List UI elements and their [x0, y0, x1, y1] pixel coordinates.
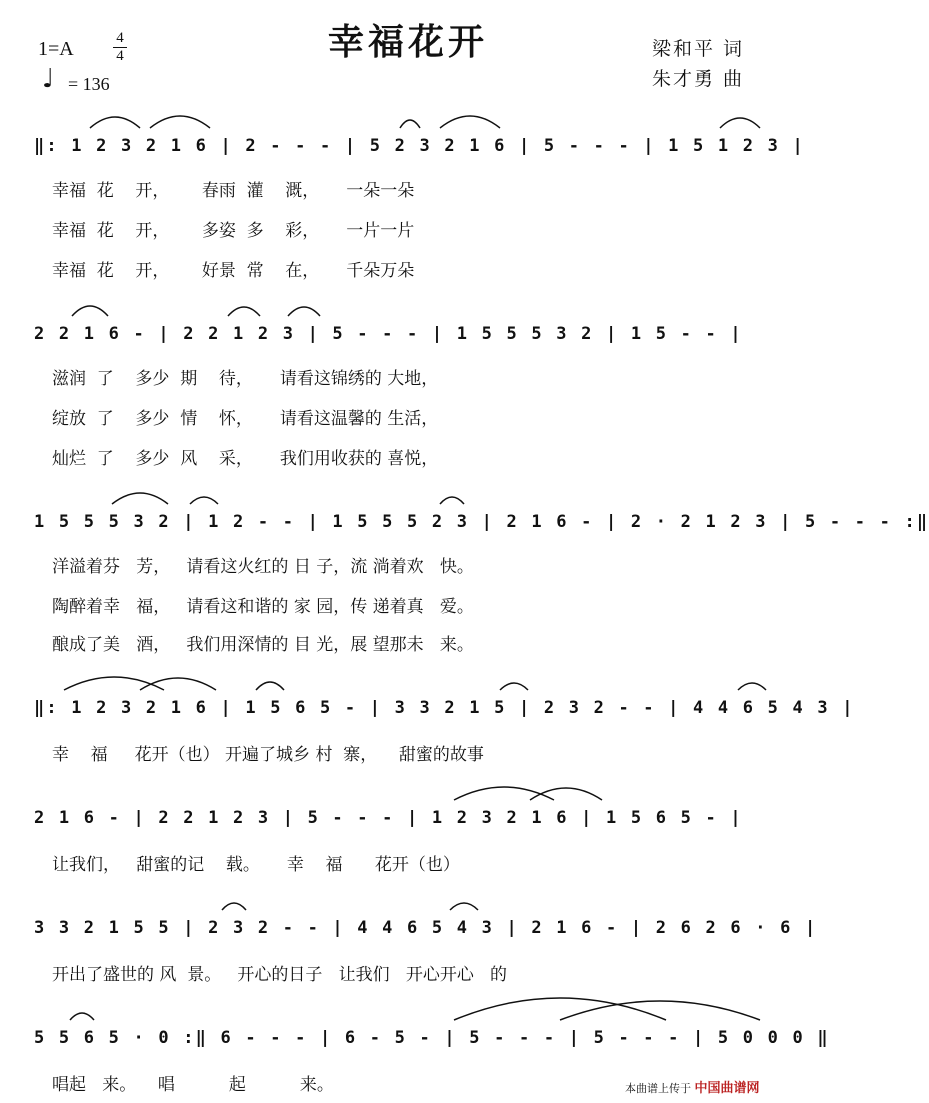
lyric-line-2-3: 灿烂 了 多少 风 采， 我们用收获的 喜悦，	[52, 449, 439, 469]
lyric-line-1-3: 幸福 花 开， 好景 常 在， 千朵万朵	[52, 261, 415, 281]
lyric-line-3-3: 酿成了美 酒， 我们用深情的 目 光，展 望那未 来。	[52, 635, 474, 655]
notation-row-4: ‖: 1 2 3 2 1 6 | 1 5 6 5 - | 3 3 2 1 5 | 2 3 2 - - | 4 4 6 5 4 3 |	[34, 698, 855, 718]
key-signature: 1=A	[38, 38, 74, 60]
quarter-note-icon: ♩	[42, 64, 55, 94]
lyric-line-2-1: 滋润 了 多少 期 待， 请看这锦绣的 大地，	[52, 369, 439, 389]
meter-top: 4	[116, 30, 124, 46]
lyricist-credit: 梁和平 词	[652, 38, 745, 60]
lyric-line-2-2: 绽放 了 多少 情 怀， 请看这温馨的 生活，	[52, 409, 439, 429]
notation-row-7: 5 5 6 5 · 0 :‖ 6 - - - | 6 - 5 - | 5 - - - | 5 - - - | 5 0 0 0 ‖	[34, 1028, 830, 1048]
tempo-marking: = 136	[68, 74, 110, 94]
lyric-line-1-1: 幸福 花 开， 春雨 灌 溉， 一朵一朵	[52, 181, 415, 201]
source-footer	[625, 1077, 760, 1096]
notation-row-5: 2 1 6 - | 2 2 1 2 3 | 5 - - - | 1 2 3 2 1 6 | 1 5 6 5 - |	[34, 808, 743, 828]
notation-row-1: ‖: 1 2 3 2 1 6 | 2 - - - | 5 2 3 2 1 6 | 5 - - - | 1 5 1 2 3 |	[34, 136, 805, 156]
lyric-line-5-1: 让我们， 甜蜜的记 载。 幸 福 花开（也）	[52, 855, 460, 875]
footer-brand[interactable]: 中国曲谱网	[694, 1081, 760, 1096]
notation-row-2: 2 2 1 6 - | 2 2 1 2 3 | 5 - - - | 1 5 5 5 3 2 | 1 5 - - |	[34, 324, 743, 344]
lyric-line-4-1: 幸 福 花开（也） 开遍了城乡 村 寨， 甜蜜的故事	[52, 745, 484, 765]
lyric-line-3-1: 洋溢着芬 芳， 请看这火红的 日 子，流 淌着欢 快。	[52, 557, 474, 577]
footer-prefix: 本曲谱上传于	[625, 1082, 691, 1095]
composer-credit: 朱才勇 曲	[652, 68, 745, 90]
song-title: 幸福花开	[327, 22, 488, 63]
lyric-line-6-1: 开出了盛世的 风 景。 开心的日子 让我们 开心开心 的	[52, 965, 508, 985]
meter-bottom: 4	[116, 48, 124, 64]
lyric-line-7-1: 唱起 来。 唱 起 来。	[52, 1075, 334, 1095]
notation-row-6: 3 3 2 1 5 5 | 2 3 2 - - | 4 4 6 5 4 3 | 2 1 6 - | 2 6 2 6 · 6 |	[34, 918, 818, 938]
lyric-line-3-2: 陶醉着幸 福， 请看这和谐的 家 园，传 递着真 爱。	[52, 597, 474, 617]
lyric-line-1-2: 幸福 花 开， 多姿 多 彩， 一片一片	[52, 221, 415, 241]
notation-row-3: 1 5 5 5 3 2 | 1 2 - - | 1 5 5 5 2 3 | 2 1 6 - | 2 · 2 1 2 3 | 5 - - - :‖	[34, 512, 929, 532]
